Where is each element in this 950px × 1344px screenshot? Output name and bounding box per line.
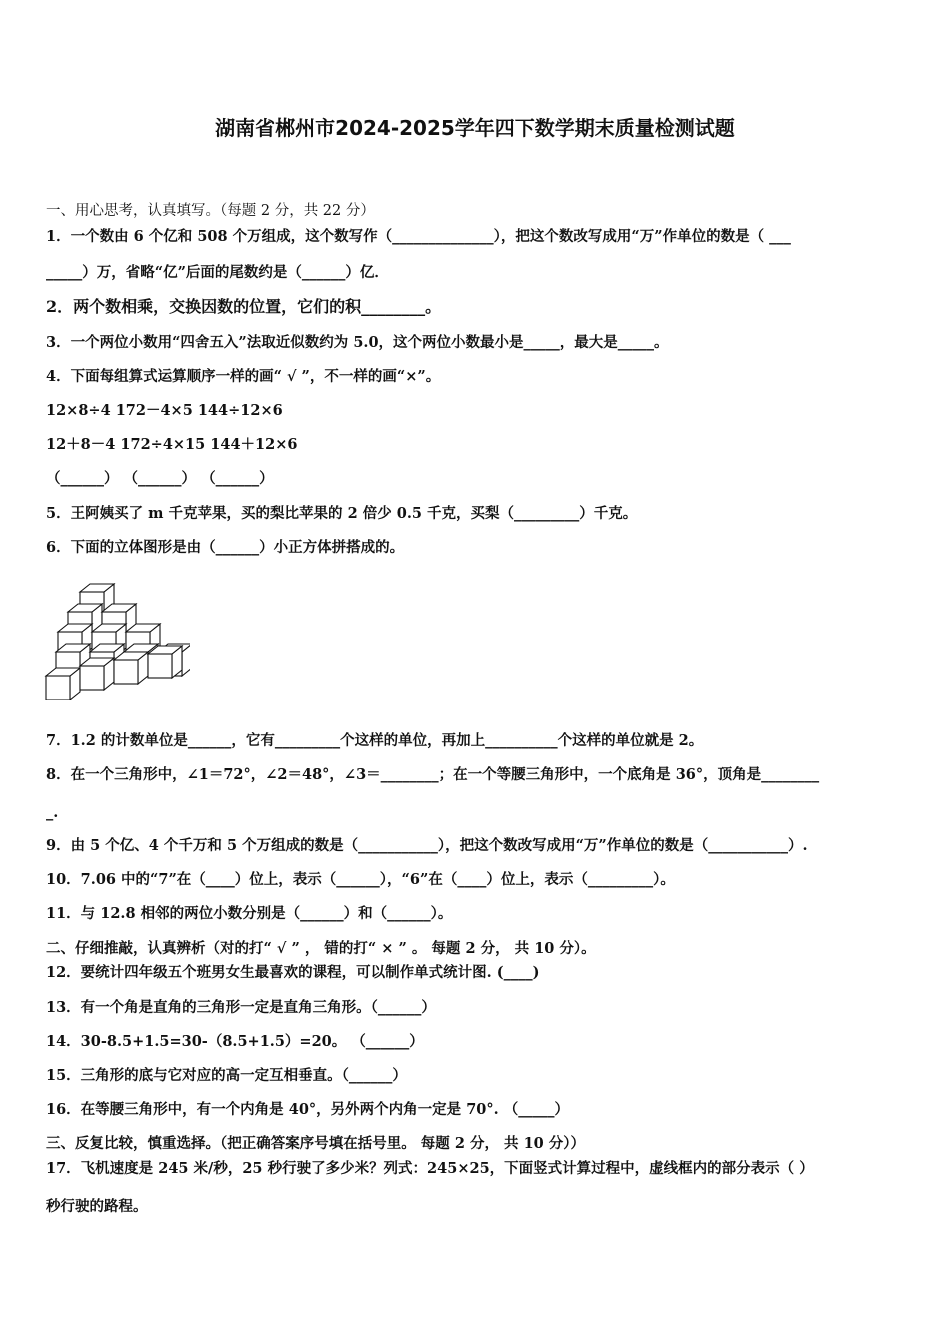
question-7: 7．1.2 的计数单位是______，它有_________个这样的单位，再加上__________个这样的单位就是 2。 [46,732,704,749]
question-8-line-1: 8．在一个三角形中，∠1＝72°，∠2＝48°，∠3＝________；在一个等腰三角形中，一个底角是 36°，顶角是________ [46,766,820,783]
question-4-row-2: 12＋8－4 172÷4×15 144＋12×6 [46,436,298,453]
cube [114,652,148,684]
cube [148,646,182,678]
question-4-answers: （______） （______） （______） [46,470,274,487]
question-10: 10．7.06 中的“7”在（____）位上，表示（______），“6”在（____）位上，表示（_________）。 [46,871,675,888]
question-12: 12．要统计四年级五个班男女生最喜欢的课程，可以制作单式统计图. (____) [46,964,540,981]
cube [46,668,80,700]
question-6: 6．下面的立体图形是由（______）小正方体拼搭成的。 [46,539,405,556]
section-3-heading: 三、反复比较，慎重选择。（把正确答案序号填在括号里。 每题 2 分， 共 10 分）） [46,1135,586,1152]
question-1-line-2: _____）万，省略“亿”后面的尾数约是（______）亿． [46,264,389,281]
question-13: 13．有一个角是直角的三角形一定是直角三角形。（______） [46,999,436,1016]
question-2: 2．两个数相乘，交换因数的位置，它们的积________。 [46,297,442,316]
question-17-line-1: 17．飞机速度是 245 米/秒，25 秒行驶了多少米？列式：245×25，下面竖式计算过程中，虚线框内的部分表示（ ） [46,1160,814,1177]
question-5: 5．王阿姨买了 m 千克苹果，买的梨比苹果的 2 倍少 0.5 千克，买梨（_________）千克。 [46,505,638,522]
question-1-line-1: 1．一个数由 6 个亿和 508 个万组成，这个数写作（______________），把这个数改写成用“万”作单位的数是（ ___ [46,228,791,245]
question-4-row-1: 12×8÷4 172－4×5 144÷12×6 [46,402,283,419]
question-4: 4．下面每组算式运算顺序一样的画“ √ ”，不一样的画“×”。 [46,368,441,385]
section-1-heading: 一、用心思考，认真填写。（每题 2 分，共 22 分） [46,203,375,219]
question-17-line-2: 秒行驶的路程。 [46,1198,148,1215]
section-2-heading: 二、仔细推敲，认真辨析（对的打“ √ ” ， 错的打“ × ” 。 每题 2 分， 共 10 分）。 [46,940,596,957]
page-title: 湖南省郴州市2024-2025学年四下数学期末质量检测试题 [215,116,735,140]
question-14: 14．30-8.5+1.5=30-（8.5+1.5）=20。 （______） [46,1033,424,1050]
question-16: 16．在等腰三角形中，有一个内角是 40°，另外两个内角一定是 70°. （_____） [46,1101,569,1118]
question-9: 9．由 5 个亿、4 个千万和 5 个万组成的数是（___________），把这个数改写成用“万”作单位的数是（___________）. [46,837,808,854]
cube [80,658,114,690]
question-3: 3．一个两位小数用“四舍五入”法取近似数约为 5.0，这个两位小数最小是_____，最大是_____。 [46,334,669,351]
question-11: 11．与 12.8 相邻的两位小数分别是（______）和（______）。 [46,905,453,922]
cube-stack-figure [44,580,190,700]
question-15: 15．三角形的底与它对应的高一定互相垂直。（______） [46,1067,407,1084]
question-8-line-2: _. [46,804,59,821]
